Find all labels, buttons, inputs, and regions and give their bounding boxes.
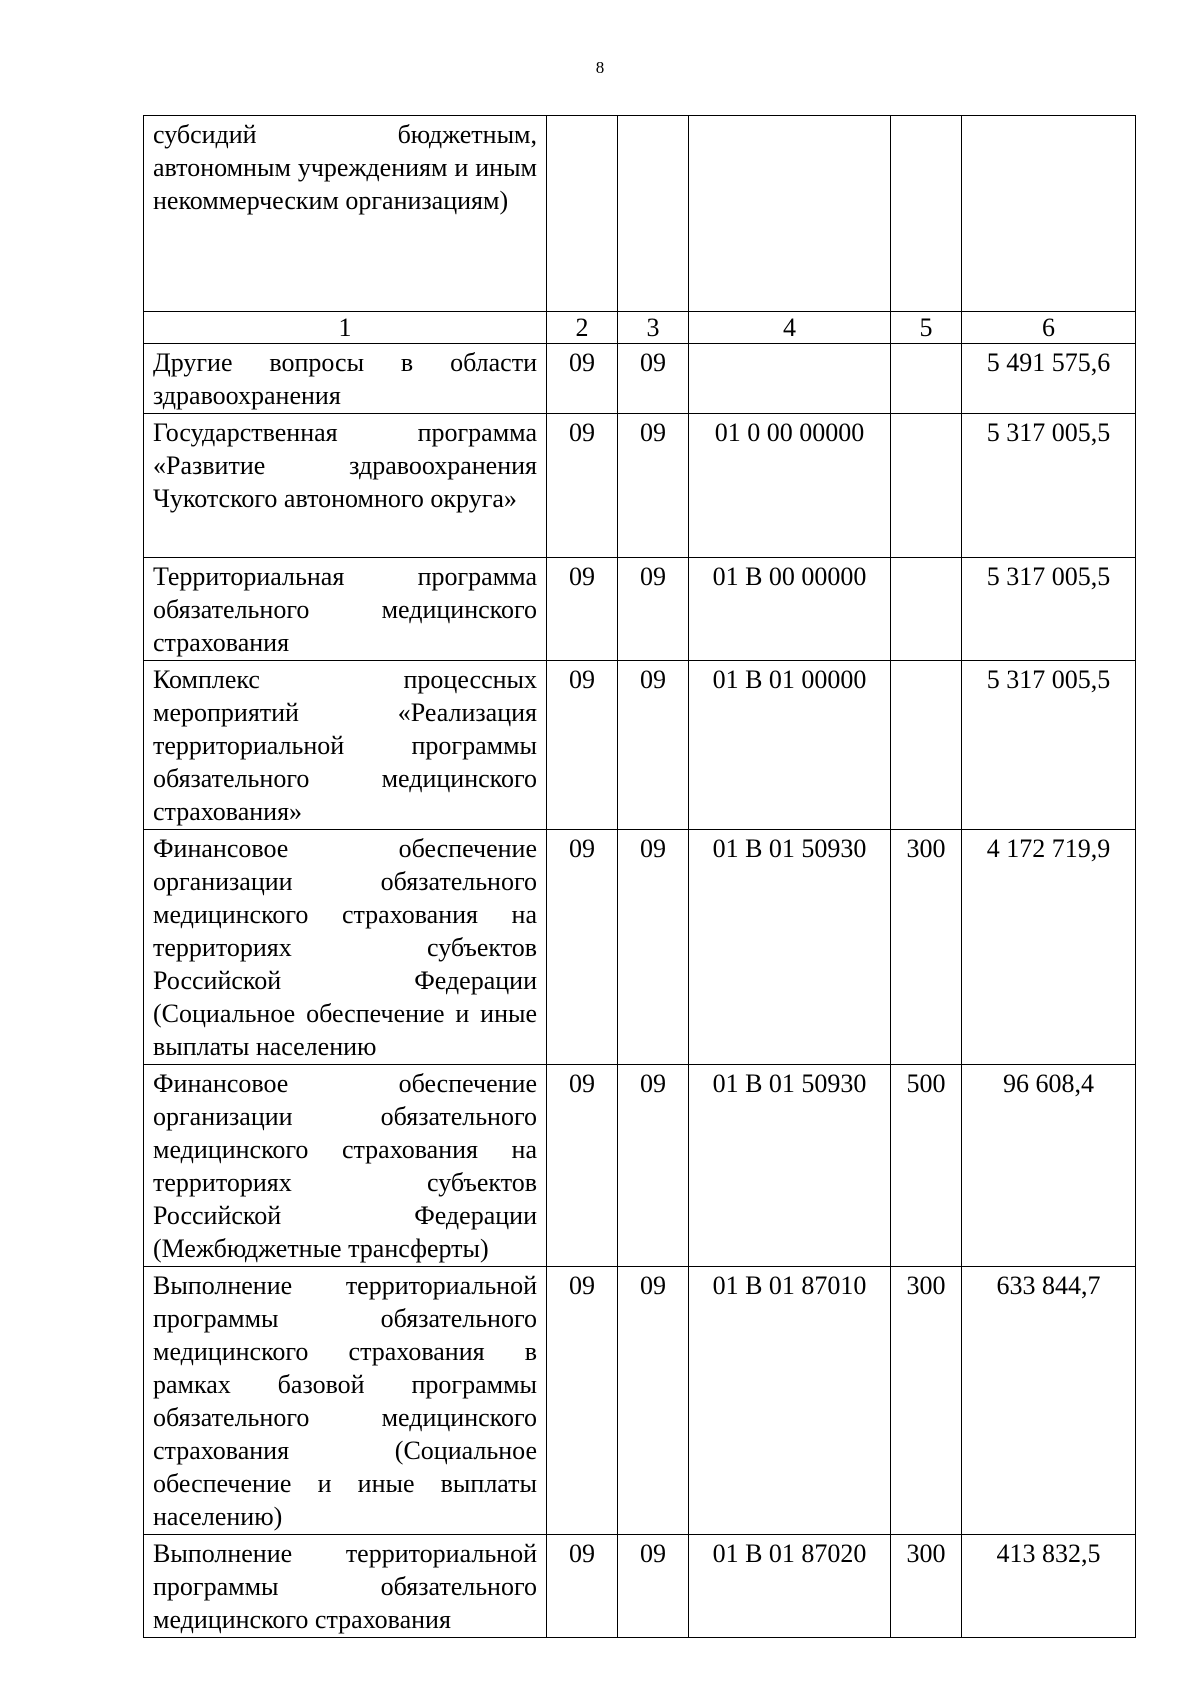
empty-cell	[891, 116, 962, 312]
row-expense-type	[891, 661, 962, 830]
column-index: 2	[547, 312, 618, 344]
row-name: Выполнение территориальной программы обязательного медицинского страхования	[144, 1535, 547, 1638]
column-index: 3	[618, 312, 689, 344]
continuation-row	[144, 116, 1136, 312]
row-subsection: 09	[618, 830, 689, 1065]
page-number: 8	[595, 58, 605, 77]
row-expense-type: 300	[891, 1535, 962, 1638]
column-index: 5	[891, 312, 962, 344]
row-section: 09	[547, 558, 618, 661]
row-expense-type	[891, 414, 962, 558]
table-row	[144, 830, 1136, 1065]
row-expense-type: 500	[891, 1065, 962, 1267]
continuation-text: субсидий бюджетным, автономным учреждениям и иным некоммерческим организациям)	[144, 116, 547, 312]
table-row	[144, 661, 1136, 830]
row-name: Финансовое обеспечение организации обязательного медицинского страхования на территориях субъектов Российской Федерации (Социальное обеспечение и иные выплаты населению	[144, 830, 547, 1065]
empty-cell	[547, 116, 618, 312]
row-name: Финансовое обеспечение организации обязательного медицинского страхования на территориях субъектов Российской Федерации (Межбюджетные трансферты)	[144, 1065, 547, 1267]
row-section: 09	[547, 414, 618, 558]
budget-table	[143, 115, 1136, 1638]
column-index: 6	[962, 312, 1136, 344]
row-section: 09	[547, 1535, 618, 1638]
row-amount: 5 317 005,5	[962, 661, 1136, 830]
row-amount: 96 608,4	[962, 1065, 1136, 1267]
row-amount: 413 832,5	[962, 1535, 1136, 1638]
row-amount: 5 491 575,6	[962, 344, 1136, 414]
row-target-article: 01 В 01 50930	[689, 830, 891, 1065]
row-target-article: 01 В 00 00000	[689, 558, 891, 661]
row-expense-type: 300	[891, 1267, 962, 1535]
table-row	[144, 1267, 1136, 1535]
row-subsection: 09	[618, 661, 689, 830]
row-subsection: 09	[618, 344, 689, 414]
row-subsection: 09	[618, 558, 689, 661]
row-subsection: 09	[618, 1065, 689, 1267]
row-amount: 5 317 005,5	[962, 414, 1136, 558]
row-name: Территориальная программа обязательного медицинского страхования	[144, 558, 547, 661]
row-amount: 633 844,7	[962, 1267, 1136, 1535]
table-row	[144, 558, 1136, 661]
row-amount: 4 172 719,9	[962, 830, 1136, 1065]
empty-cell	[962, 116, 1136, 312]
row-target-article: 01 В 01 50930	[689, 1065, 891, 1267]
table-row	[144, 344, 1136, 414]
row-target-article	[689, 344, 891, 414]
row-expense-type: 300	[891, 830, 962, 1065]
row-name: Государственная программа «Развитие здравоохранения Чукотского автономного округа»	[144, 414, 547, 558]
row-target-article: 01 В 01 00000	[689, 661, 891, 830]
table-row	[144, 1065, 1136, 1267]
row-section: 09	[547, 1267, 618, 1535]
row-section: 09	[547, 344, 618, 414]
row-target-article: 01 В 01 87010	[689, 1267, 891, 1535]
empty-cell	[618, 116, 689, 312]
row-subsection: 09	[618, 414, 689, 558]
row-expense-type	[891, 344, 962, 414]
row-amount: 5 317 005,5	[962, 558, 1136, 661]
table-row	[144, 1535, 1136, 1638]
row-subsection: 09	[618, 1535, 689, 1638]
row-name: Выполнение территориальной программы обязательного медицинского страхования в рамках базовой программы обязательного медицинского страхования (Социальное обеспечение и иные выплаты населению)	[144, 1267, 547, 1535]
row-name: Комплекс процессных мероприятий «Реализация территориальной программы обязательного медицинского страхования»	[144, 661, 547, 830]
row-subsection: 09	[618, 1267, 689, 1535]
empty-cell	[689, 116, 891, 312]
row-section: 09	[547, 661, 618, 830]
column-index: 1	[144, 312, 547, 344]
row-expense-type	[891, 558, 962, 661]
row-section: 09	[547, 830, 618, 1065]
row-name: Другие вопросы в области здравоохранения	[144, 344, 547, 414]
column-index: 4	[689, 312, 891, 344]
row-section: 09	[547, 1065, 618, 1267]
row-target-article: 01 0 00 00000	[689, 414, 891, 558]
column-index-row	[144, 312, 1136, 344]
table-row	[144, 414, 1136, 558]
row-target-article: 01 В 01 87020	[689, 1535, 891, 1638]
